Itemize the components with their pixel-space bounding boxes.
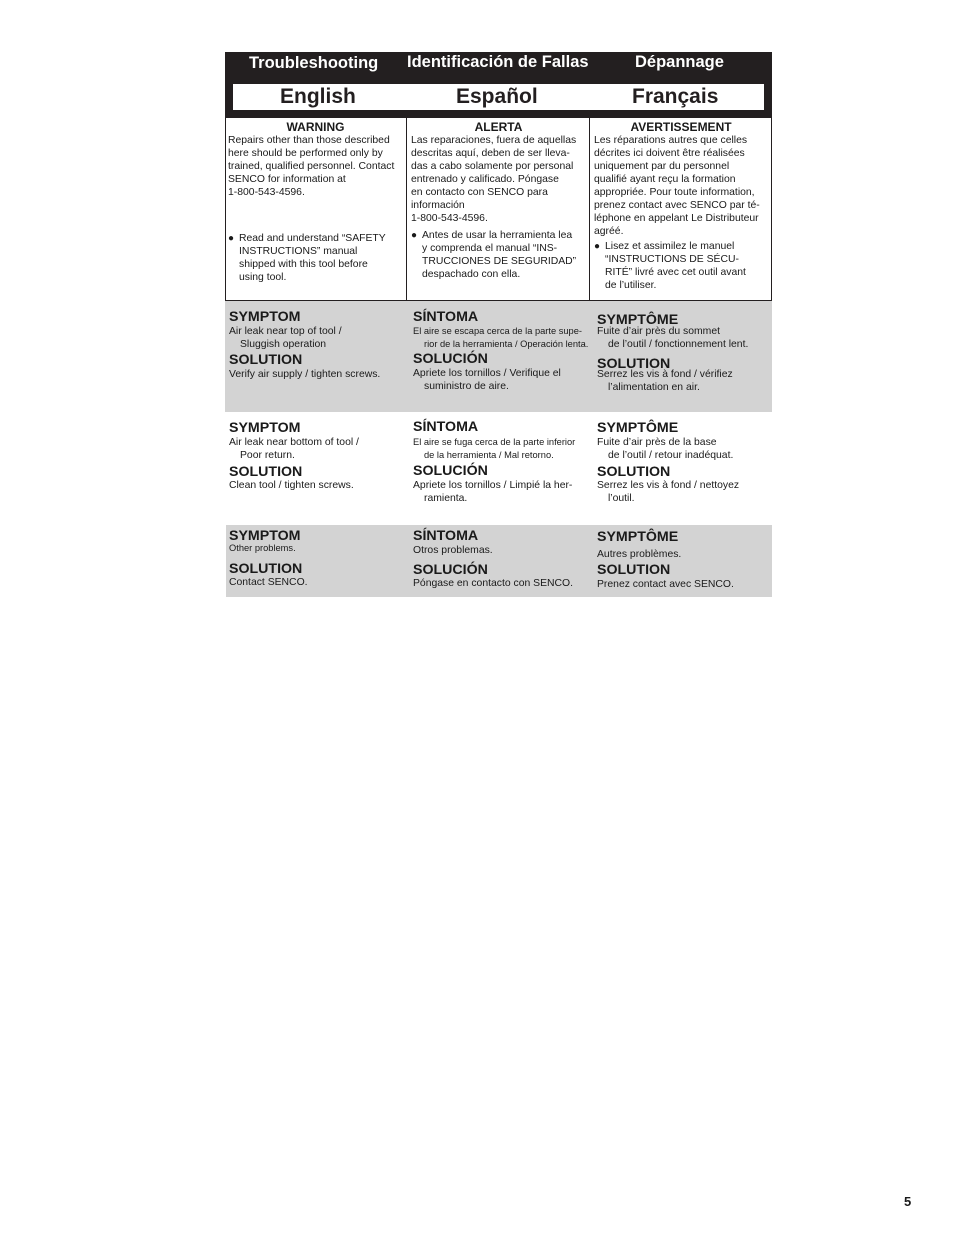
symptom-text: Otros problemas. xyxy=(413,545,493,556)
symptom-text: El aire se fuga cerca de la parte inferior de la herramienta / Mal retorno. xyxy=(413,437,576,460)
header-title-en: Troubleshooting xyxy=(249,54,379,72)
warning-bullet: ● Read and understand “SAFETY INSTRUCTIONS” manual shipped with this tool before using tool. xyxy=(228,233,386,283)
symptom-label: SYMPTOM xyxy=(229,528,301,544)
symptom-text: Autres problèmes. xyxy=(597,549,682,560)
troubleshooting-row-3 xyxy=(226,525,772,597)
bullet-icon: ● xyxy=(228,233,235,244)
solution-text: Serrez les vis à fond / vérifiez l’alimentation en air. xyxy=(597,369,733,393)
symptom-text: Air leak near top of tool / Sluggish operation xyxy=(229,326,342,350)
warning-en xyxy=(226,118,406,300)
warning-text: Repairs other than those described here should be performed only by trained, qualified personnel. Contact SENCO for information at 1-800-543-4596. xyxy=(228,135,395,198)
symptom-text: Other problems. xyxy=(229,543,296,553)
solution-text: Apriete los tornillos / Limpié la her- ramienta. xyxy=(413,480,573,504)
language-espanol: Español xyxy=(456,85,538,108)
solution-label: SOLUCIÓN xyxy=(413,351,488,367)
table-header xyxy=(225,52,772,118)
troubleshooting-row-2 xyxy=(225,412,772,525)
bullet-icon: ● xyxy=(411,230,418,241)
solution-text: Póngase en contacto con SENCO. xyxy=(413,578,573,589)
symptom-label: SYMPTOM xyxy=(229,420,301,436)
solution-text: Clean tool / tighten screws. xyxy=(229,480,354,491)
symptom-label: SYMPTÔME xyxy=(597,420,679,436)
symptom-label: SYMPTÔME xyxy=(597,529,679,545)
solution-text: Contact SENCO. xyxy=(229,577,308,588)
troubleshooting-table xyxy=(225,52,772,597)
solution-label: SOLUCIÓN xyxy=(413,463,488,479)
symptom-label: SYMPTOM xyxy=(229,309,301,325)
solution-text: Prenez contact avec SENCO. xyxy=(597,579,734,590)
solution-label: SOLUTION xyxy=(229,464,303,480)
symptom-text: Fuite d’air près de la base de l’outil / retour inadéquat. xyxy=(597,437,734,461)
troubleshooting-row-1 xyxy=(225,301,772,412)
page-number: 5 xyxy=(904,1194,912,1209)
solution-label: SOLUTION xyxy=(597,562,671,578)
warning-title: AVERTISSEMENT xyxy=(630,120,732,134)
warning-title: ALERTA xyxy=(474,120,523,134)
solution-text: Verify air supply / tighten screws. xyxy=(229,369,381,380)
symptom-text: Fuite d’air près du sommet de l’outil / fonctionnement lent. xyxy=(597,326,749,350)
solution-label: SOLUCIÓN xyxy=(413,562,488,578)
symptom-text: Air leak near bottom of tool / Poor return. xyxy=(229,437,359,461)
symptom-label: SYMPTÔME xyxy=(597,312,679,328)
language-english: English xyxy=(280,85,356,108)
solution-text: Apriete los tornillos / Verifique el suministro de aire. xyxy=(413,368,561,392)
warning-fr xyxy=(589,118,771,300)
warning-section xyxy=(225,118,772,301)
header-title-fr: Dépannage xyxy=(635,53,724,71)
symptom-label: SÍNTOMA xyxy=(413,309,479,325)
solution-label: SOLUTION xyxy=(229,352,303,368)
header-title-es: Identificación de Fallas xyxy=(407,53,589,71)
symptom-label: SÍNTOMA xyxy=(413,528,479,544)
warning-title: WARNING xyxy=(286,120,345,134)
warning-bullet: ● Antes de usar la herramienta lea y comprenda el manual “INS- TRUCCIONES DE SEGURIDAD” despachado con ella. xyxy=(411,230,577,280)
solution-text: Serrez les vis à fond / nettoyez l’outil. xyxy=(597,480,740,504)
warning-text: Les réparations autres que celles décrites ici doivent être réalisées uniquement par du personnel qualifié ayant reçu la formation appropriée. Pour toute information, prenez contact avec SENCO par té- léphone en appelant Le Distributeur agréé. xyxy=(594,135,760,237)
solution-label: SOLUTION xyxy=(229,561,303,577)
solution-label: SOLUTION xyxy=(597,356,671,372)
warning-es xyxy=(406,118,589,300)
symptom-text: El aire se escapa cerca de la parte supe- rior de la herramienta / Operación lenta. xyxy=(413,326,589,349)
symptom-label: SÍNTOMA xyxy=(413,419,479,435)
warning-text: Las reparaciones, fuera de aquellas descritas aquí, deben de ser lleva- das a cabo solamente por personal entrenado y calificado. Póngase en contacto con SENCO para información 1-800-543-4596. xyxy=(411,135,577,224)
language-bar xyxy=(233,84,764,110)
bullet-icon: ● xyxy=(594,241,601,252)
solution-label: SOLUTION xyxy=(597,464,671,480)
warning-bullet: ● Lisez et assimilez le manuel “INSTRUCTIONS DE SÉCU- RITÉ” livré avec cet outil avant de l’utiliser. xyxy=(594,241,746,291)
language-francais: Français xyxy=(632,85,719,108)
